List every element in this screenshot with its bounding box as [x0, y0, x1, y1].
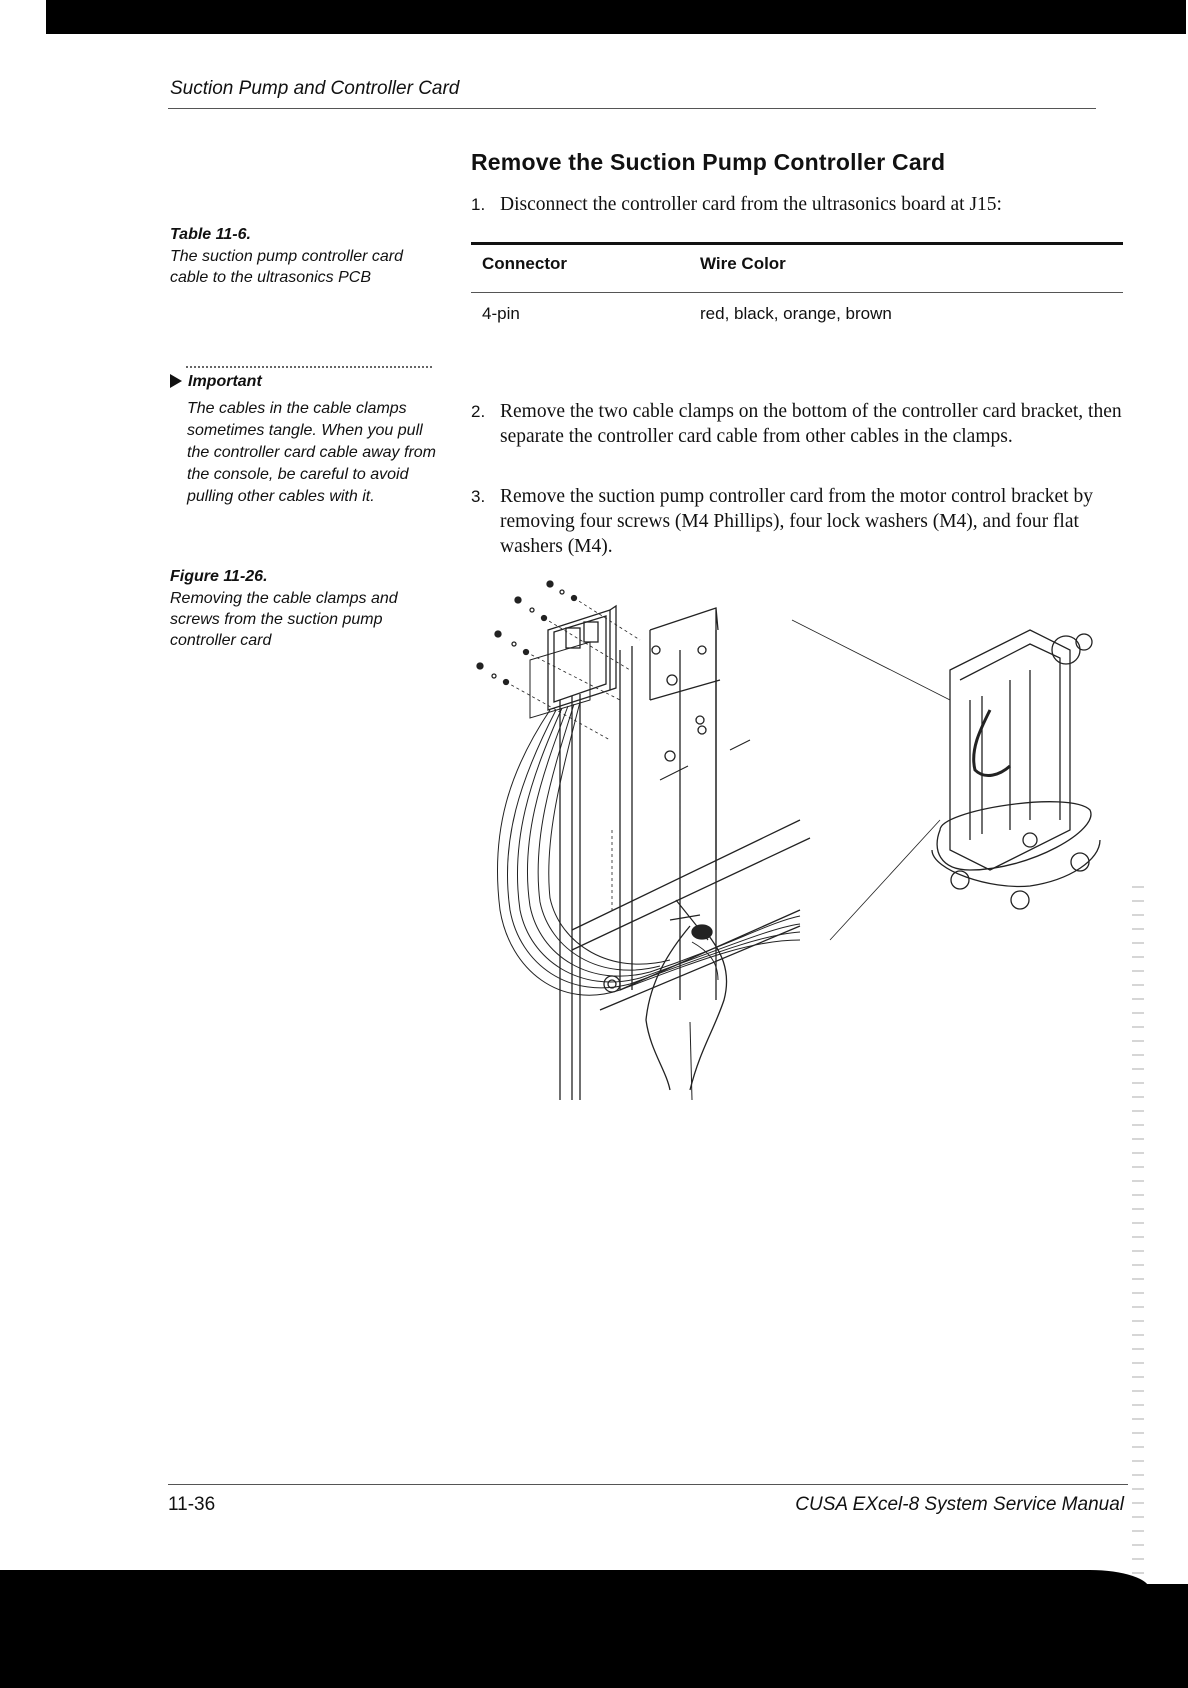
bracket-beams — [572, 740, 810, 1010]
step-1 — [471, 192, 1126, 217]
manual-title: CUSA EXcel-8 System Service Manual — [795, 1494, 1124, 1515]
controller-card-icon — [530, 606, 616, 718]
important-text: The cables in the cable clamps sometimes tangle. When you pull the controller card cable away from the console, be careful to avoid pulling other cables with it. — [187, 400, 436, 505]
important-label: Important — [188, 373, 262, 390]
table-cell-connector: 4-pin — [482, 304, 520, 323]
header-rule — [168, 108, 1096, 109]
step-number: 1. — [471, 195, 486, 214]
table-cell-wire-color: red, black, orange, brown — [700, 304, 892, 323]
section-title: Remove the Suction Pump Controller Card — [471, 149, 946, 175]
bracket-rails — [560, 608, 720, 1100]
table-header-wire-color: Wire Color — [700, 254, 786, 273]
table-caption-label: Table 11-6. — [170, 226, 251, 243]
callout-lines — [792, 620, 950, 940]
cable-bundle — [497, 702, 800, 995]
figure-caption-text: Removing the cable clamps and screws from the suction pump controller card — [170, 590, 398, 649]
step-text: Remove the two cable clamps on the bottom of the controller card bracket, then separate the controller card cable from other cables in the clamps. — [500, 401, 1122, 447]
top-scan-edge — [46, 0, 1186, 34]
step-number: 3. — [471, 487, 486, 506]
step-number: 2. — [471, 402, 486, 421]
figure-caption — [170, 566, 430, 651]
footer-rule — [168, 1484, 1128, 1485]
important-rule — [186, 366, 432, 368]
page-number: 11-36 — [168, 1494, 216, 1515]
step-text: Remove the suction pump controller card from the motor control bracket by removing four screws (M4 Phillips), four lock washers (M4), and four flat washers (M4). — [500, 486, 1093, 557]
table-top-rule — [471, 242, 1123, 245]
important-heading — [170, 373, 262, 391]
running-head: Suction Pump and Controller Card — [170, 78, 460, 99]
table-caption-text: The suction pump controller card cable to the ultrasonics PCB — [170, 248, 403, 286]
hand-icon — [646, 900, 727, 1100]
console-cart-icon — [932, 570, 1100, 909]
step-2 — [471, 399, 1126, 449]
figure-caption-label: Figure 11-26. — [170, 568, 268, 585]
step-text: Disconnect the controller card from the ultrasonics board at J15: — [500, 194, 1002, 215]
table-header-connector: Connector — [482, 254, 567, 273]
figure-illustration — [470, 570, 1110, 1110]
table-header-rule — [471, 292, 1123, 293]
table-caption — [170, 224, 430, 288]
top-scan-edge-tail — [900, 30, 1050, 33]
scan-edge-noise — [1132, 880, 1144, 1600]
bottom-scan-edge — [0, 1584, 1188, 1688]
step-3 — [471, 484, 1126, 559]
pointer-arrow-icon — [170, 374, 182, 388]
